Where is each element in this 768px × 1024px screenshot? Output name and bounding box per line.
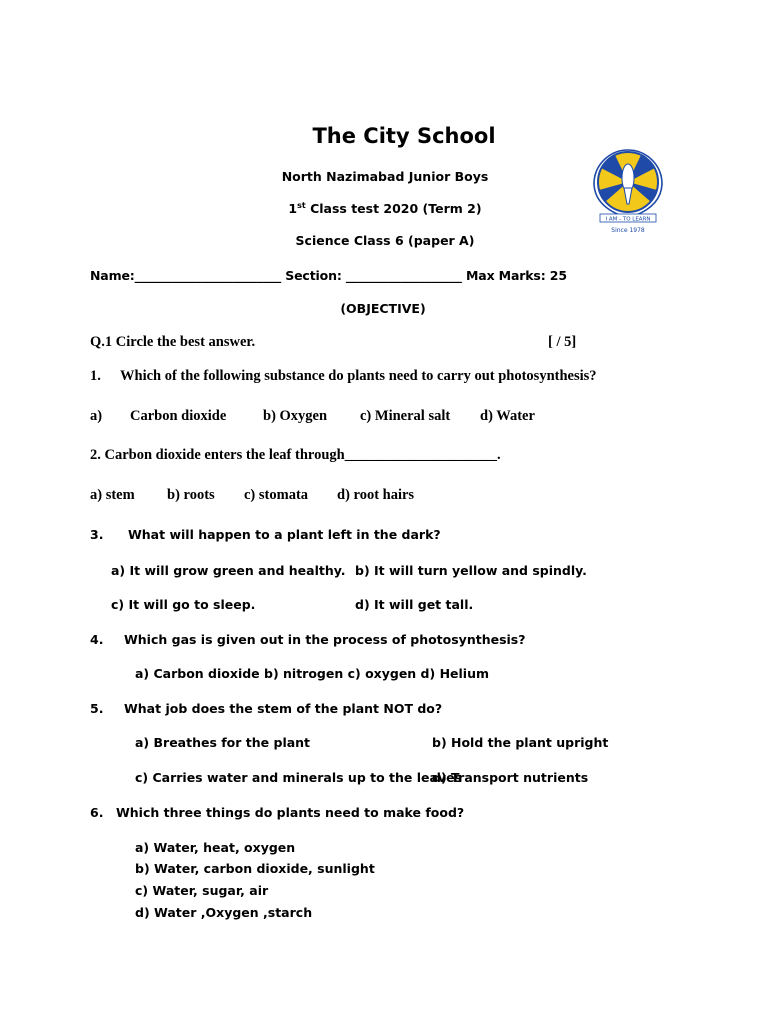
option: c) Mineral salt (360, 408, 451, 424)
option: b) It will turn yellow and spindly. (355, 563, 587, 578)
test-number-suffix: st (297, 201, 306, 210)
option: d) It will get tall. (355, 597, 474, 612)
question-text: Which gas is given out in the process of photosynthesis? (124, 632, 526, 647)
option: d) root hairs (337, 487, 415, 503)
subject-line: Science Class 6 (paper A) (295, 233, 475, 248)
option: b) Water, carbon dioxide, sunlight (135, 861, 375, 876)
option: c) stomata (244, 487, 309, 503)
option: b) Hold the plant upright (432, 735, 609, 750)
option: b) roots (167, 487, 215, 503)
option: c) It will go to sleep. (111, 597, 256, 612)
option: c) Water, sugar, air (135, 883, 269, 898)
q1-marks: [ / 5] (548, 334, 577, 350)
option: a) It will grow green and healthy. (111, 563, 346, 578)
question-number: 5. (90, 701, 104, 716)
option: d) Water (480, 408, 535, 424)
question-number: 3. (90, 527, 104, 542)
question-text: Which three things do plants need to make food? (116, 805, 465, 820)
option: d) Transport nutrients (432, 770, 589, 785)
q1-instruction: Q.1 Circle the best answer. (90, 334, 256, 350)
name-section-marks-line: Name:________________________ Section: ___________________ Max Marks: 25 (90, 268, 567, 283)
option: c) Carries water and minerals up to the leaves (135, 770, 462, 785)
option: a) stem (90, 487, 135, 503)
option: a) Breathes for the plant (135, 735, 311, 750)
test-title-rest: Class test 2020 (Term 2) (305, 201, 482, 216)
school-title: The City School (312, 124, 496, 148)
question-text: Which of the following substance do plants need to carry out photosynthesis? (120, 368, 597, 384)
option-label: a) (90, 408, 103, 424)
option: Carbon dioxide (130, 408, 227, 424)
question-number: 1. (90, 368, 101, 384)
option: d) Water ,Oxygen ,starch (135, 905, 313, 920)
test-number: 1 (288, 201, 298, 216)
logo-motto: I AM - TO LEARN (605, 216, 651, 223)
option: a) Carbon dioxide b) nitrogen c) oxygen d) Helium (135, 666, 489, 681)
branch-name: North Nazimabad Junior Boys (281, 169, 489, 184)
question-number: 6. (90, 805, 104, 820)
question-number: 4. (90, 632, 104, 647)
question-text: 2. Carbon dioxide enters the leaf through_____________________. (90, 447, 501, 463)
option: b) Oxygen (263, 408, 328, 424)
section-title: (OBJECTIVE) (340, 301, 426, 316)
question-text: What will happen to a plant left in the dark? (128, 527, 441, 542)
logo-since: Since 1978 (611, 227, 645, 234)
question-text: What job does the stem of the plant NOT do? (124, 701, 443, 716)
school-logo (591, 146, 665, 238)
option: a) Water, heat, oxygen (135, 840, 296, 855)
